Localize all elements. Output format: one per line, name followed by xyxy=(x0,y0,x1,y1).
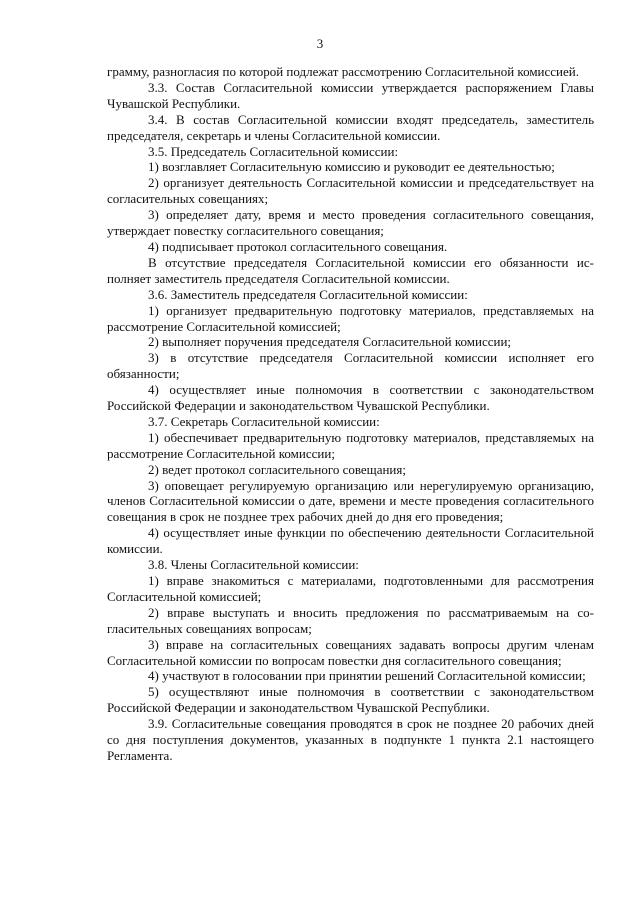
document-body xyxy=(107,64,594,764)
paragraph-3-8-item-3: 3) вправе на согласительных совещаниях задавать вопросы другим членам Согласительной комиссии по вопросам повестки дня согласительного совещания; xyxy=(107,636,594,668)
paragraph-3-7-item-4: 4) осуществляет иные функции по обеспечению деятельности Согласительной комиссии. xyxy=(107,525,594,557)
paragraph-3-5-item-4: 4) подписывает протокол согласительного совещания. xyxy=(148,238,448,254)
page-number: 3 xyxy=(316,36,324,51)
paragraph-3-4: 3.4. В состав Согласительной комиссии входят председатель, заместитель председателя, секретарь и члены Согласительной комиссии. xyxy=(107,111,594,143)
paragraph-3-6-item-1: 1) организует предварительную подготовку материалов, представляемых на рассмотрение Согласительной комиссией; xyxy=(107,302,594,334)
paragraph-3-7-item-1: 1) обеспечивает предварительную подготовку материалов, представляемых на рассмотрение Согласительной комиссии; xyxy=(107,429,594,461)
paragraph-3-6-item-2: 2) выполняет поручения председателя Согласительной комиссии; xyxy=(148,334,512,350)
paragraph-3-9: 3.9. Согласительные совещания проводятся в срок не позднее 20 рабочих дней со дня поступления документов, указанных в подпункте 1 пункта 2.1 настоящего Регламента. xyxy=(107,716,594,763)
paragraph-3-6-item-3: 3) в отсутствие председателя Согласительной комиссии исполняет его обязанности; xyxy=(107,350,594,382)
paragraph-3-5-item-1: 1) возглавляет Согласительную комиссию и руководит ее деятельностью; xyxy=(148,159,555,175)
paragraph-3-8-item-1: 1) вправе знакомиться с материалами, подготовленными для рассмотрения Согласительной комиссией; xyxy=(107,573,594,604)
paragraph-3-8-item-5: 5) осуществляют иные полномочия в соответствии с законодательством Российской Федерации и законодательством Чувашской Республики. xyxy=(107,684,594,716)
paragraph-3-8-item-4: 4) участвуют в голосовании при принятии решений Согласительной комиссии; xyxy=(148,668,586,684)
paragraph-3-7-heading: 3.7. Секретарь Согласительной комиссии: xyxy=(148,413,380,429)
paragraph-3-8-heading: 3.8. Члены Согласительной комиссии: xyxy=(148,557,359,573)
paragraph-3-5-heading: 3.5. Председатель Согласительной комиссии: xyxy=(148,143,399,159)
paragraph-continuation: грамму, разногласия по которой подлежат рассмотрению Согласительной комиссией. xyxy=(107,64,579,79)
paragraph-3-6-heading: 3.6. Заместитель председателя Согласительной комиссии: xyxy=(148,286,468,302)
paragraph-3-5-absence: В отсутствие председателя Согласительной комиссии его обязанности исполняет заместитель председателя Согласительной комиссии. xyxy=(107,254,594,286)
paragraph-3-7-item-2: 2) ведет протокол согласительного совещания; xyxy=(148,461,406,477)
paragraph-3-5-item-2: 2) организует деятельность Согласительной комиссии и председательствует на согласительных совещаниях; xyxy=(107,175,594,207)
paragraph-3-7-item-3: 3) оповещает регулируемую организацию или нерегулируемую организацию, членов Согласительной комиссии о дате, времени и месте проведения согласительного совещания в срок не позднее трех рабочих дней до дня его проведения; xyxy=(107,477,594,525)
paragraph-3-8-item-2: 2) вправе выступать и вносить предложения по рассматриваемым на согласительных совещаниях вопросам; xyxy=(107,604,594,636)
paragraph-3-3: 3.3. Состав Согласительной комиссии утверждается распоряжением Главы Чувашской Республики. xyxy=(107,79,594,111)
paragraph-3-5-item-3: 3) определяет дату, время и место проведения согласительного совещания, утверждает повестку согласительного совещания; xyxy=(107,207,594,239)
paragraph-3-6-item-4: 4) осуществляет иные полномочия в соответствии с законодательством Российской Федерации и законодательством Чувашской Республики. xyxy=(107,382,594,414)
